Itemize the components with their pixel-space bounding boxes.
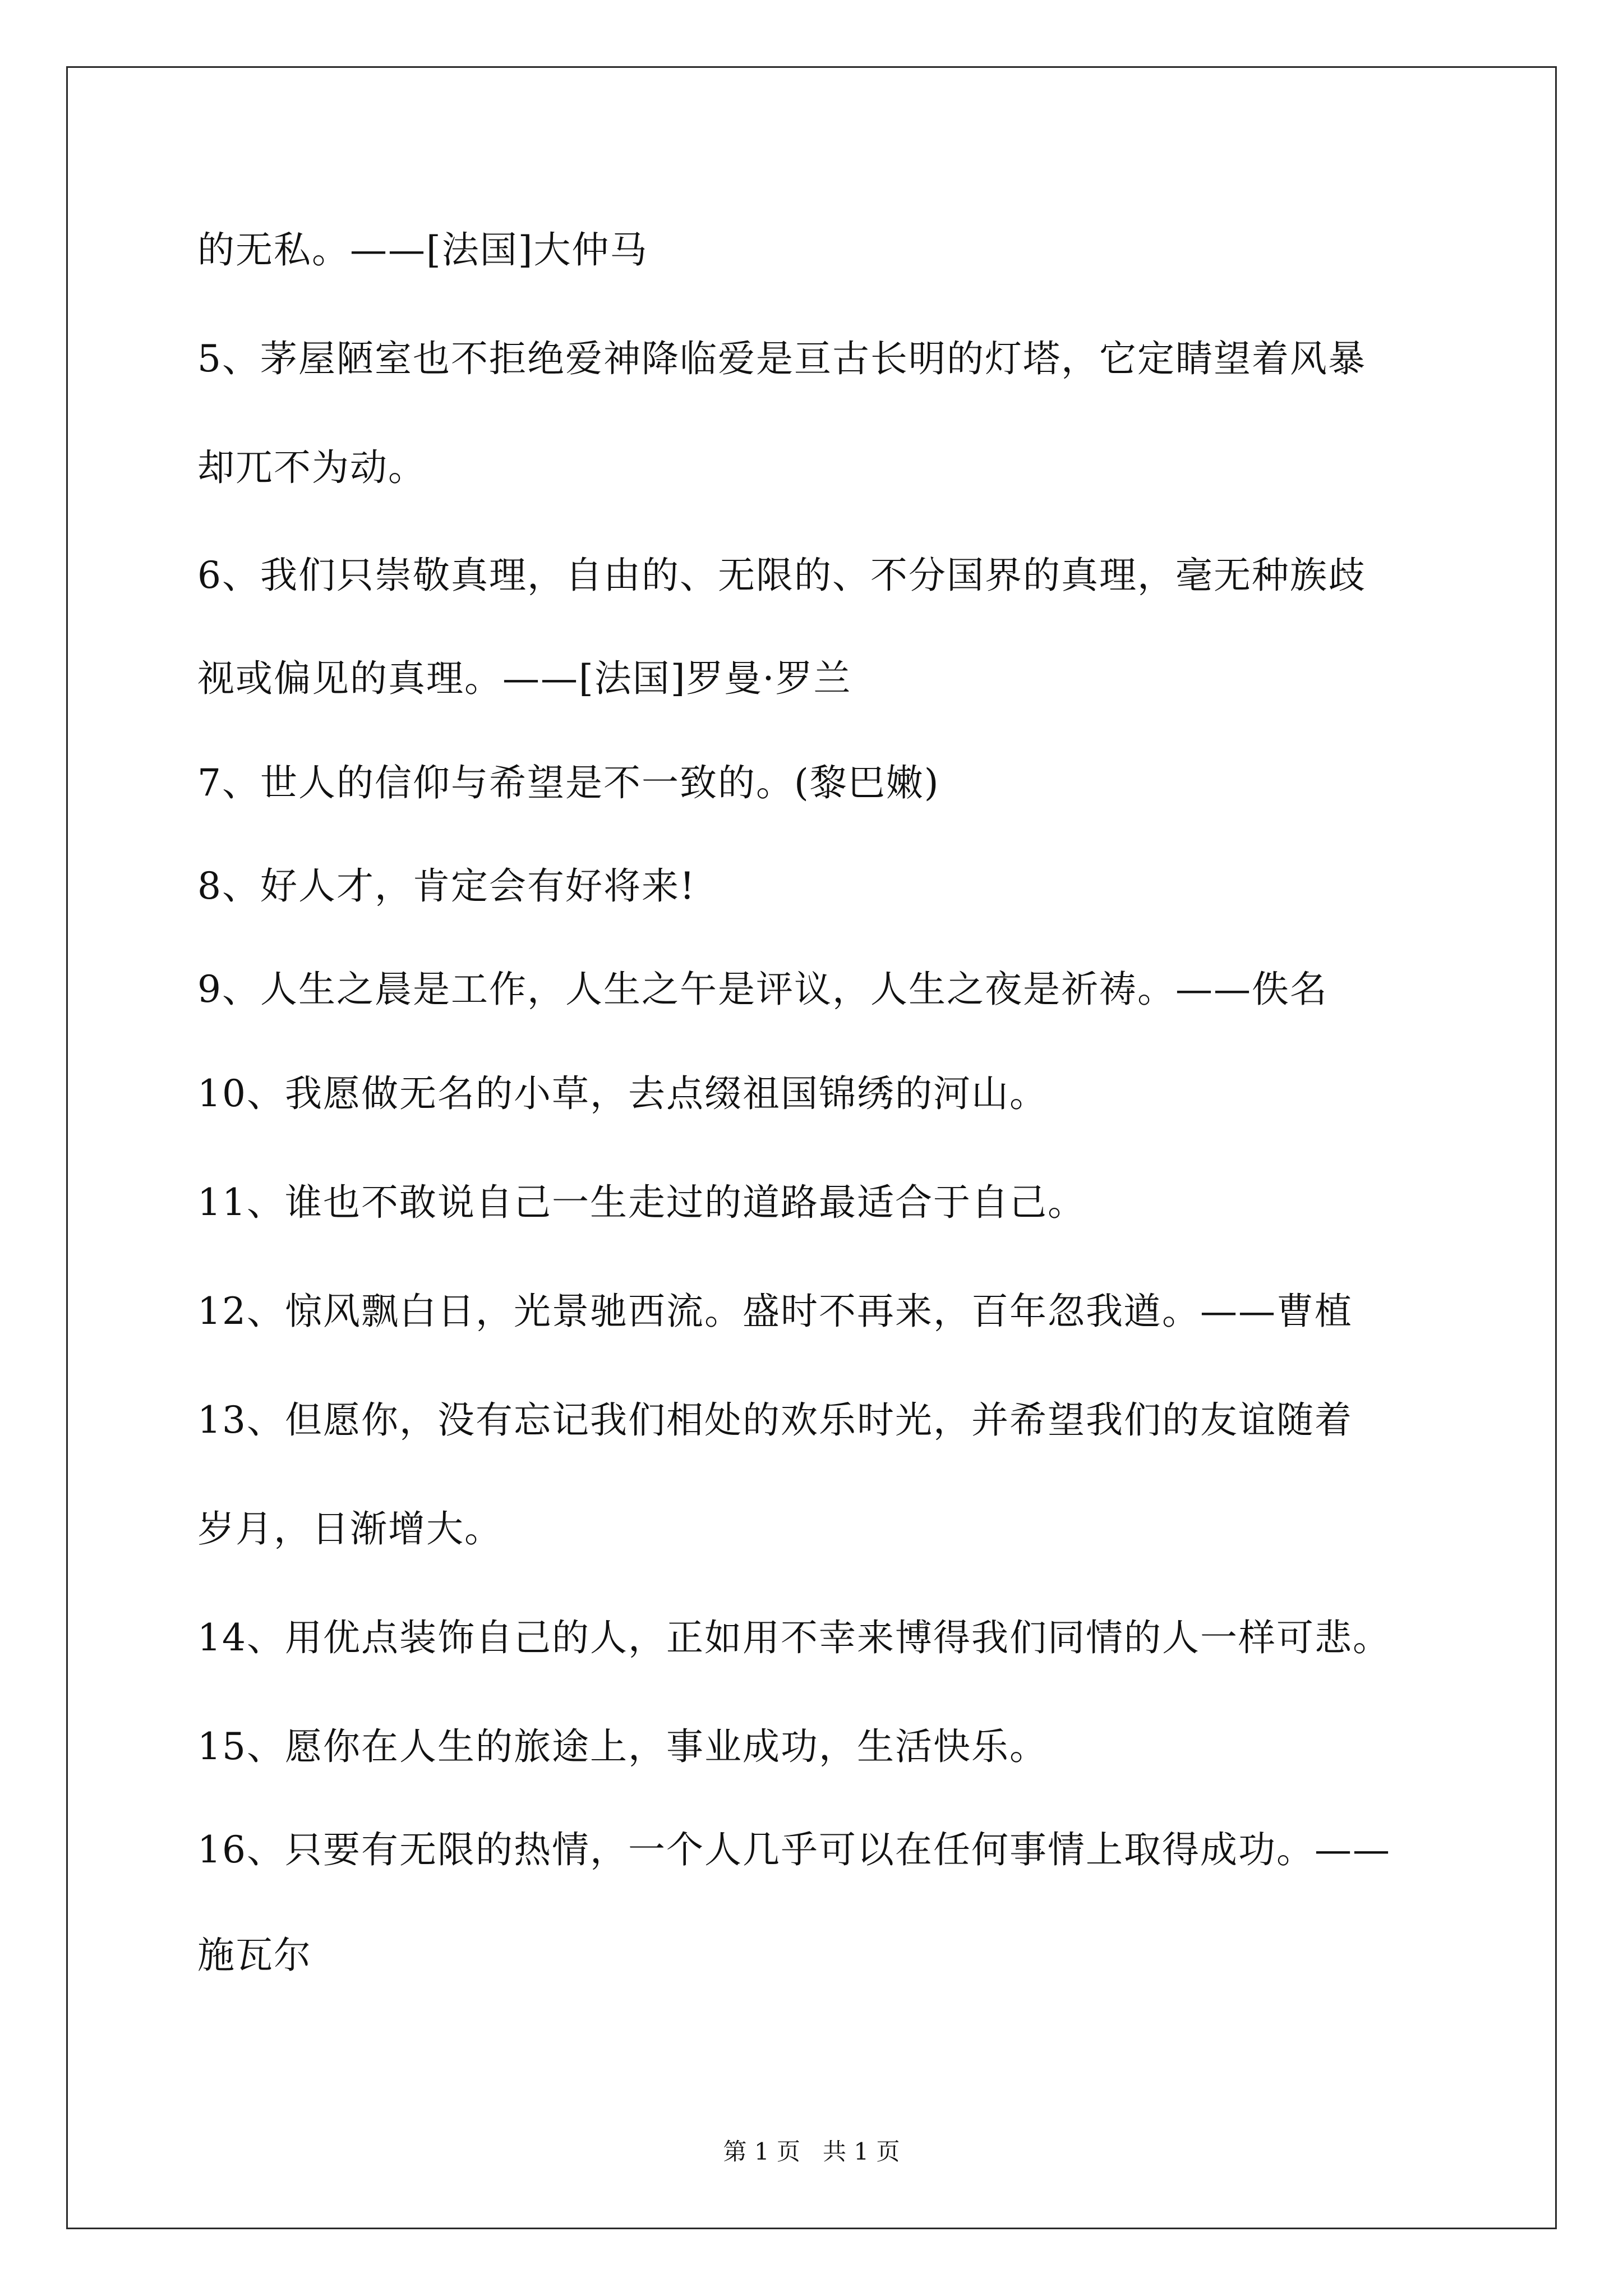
page-footer: 第 1 页 共 1 页: [723, 2138, 900, 2165]
text-line: 的无私。——[法国]大仲马: [197, 228, 648, 272]
text-line: 14、用优点装饰自己的人，正如用不幸来博得我们同情的人一样可悲。: [197, 1616, 1391, 1659]
text-line: 16、只要有无限的热情，一个人几乎可以在任何事情上取得成功。——: [197, 1828, 1391, 1871]
text-line: 11、谁也不敢说自己一生走过的道路最适合于自己。: [197, 1181, 1086, 1224]
text-line: 施瓦尔: [197, 1934, 312, 1977]
text-line: 8、好人才，肯定会有好将来!: [197, 864, 696, 908]
text-line: 10、我愿做无名的小草，去点缀祖国锦绣的河山。: [197, 1072, 1048, 1115]
text-line: 岁月，日渐增大。: [197, 1507, 502, 1550]
text-line: 15、愿你在人生的旅途上，事业成功，生活快乐。: [197, 1725, 1048, 1768]
text-line: 却兀不为动。: [197, 446, 426, 489]
text-line: 9、人生之晨是工作，人生之午是评议，人生之夜是祈祷。——佚名: [197, 968, 1328, 1011]
text-line: 5、茅屋陋室也不拒绝爱神降临爱是亘古长明的灯塔，它定睛望着风暴: [197, 337, 1366, 380]
text-line: 7、世人的信仰与希望是不一致的。(黎巴嫩): [197, 761, 940, 804]
page-border: [66, 66, 1557, 2229]
text-line: 13、但愿你，没有忘记我们相处的欢乐时光，并希望我们的友谊随着: [197, 1398, 1353, 1442]
text-line: 6、我们只崇敬真理，自由的、无限的、不分国界的真理，毫无种族歧: [197, 554, 1366, 597]
text-line: 视或偏见的真理。——[法国]罗曼·罗兰: [197, 657, 852, 700]
text-line: 12、惊风飘白日，光景驰西流。盛时不再来，百年忽我遒。——曹植: [197, 1290, 1353, 1333]
